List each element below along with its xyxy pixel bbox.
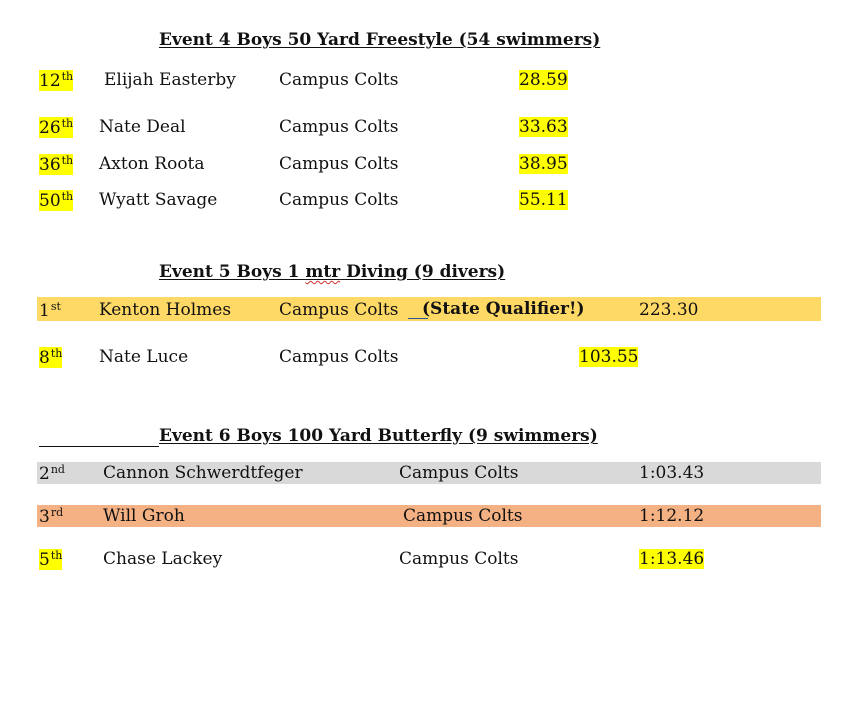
event-6-title: Event 6 Boys 100 Yard Butterfly (9 swimmers) (159, 426, 598, 446)
leading-underline (39, 446, 159, 447)
spellcheck-word: mtr (305, 262, 341, 282)
team-name: Campus Colts (403, 506, 523, 526)
result-time: 1:03.43 (639, 463, 705, 483)
place-badge: 2nd (39, 463, 65, 484)
place-badge: 5th (39, 549, 63, 570)
swimmer-name: Will Groh (103, 506, 185, 526)
dive-score: 223.30 (639, 300, 699, 320)
team-name: Campus Colts (279, 190, 399, 210)
team-name: Campus Colts (399, 549, 519, 569)
place-badge: 1st (39, 300, 61, 321)
place-badge: 50th (39, 190, 74, 211)
place-badge: 3rd (39, 506, 64, 527)
team-name: Campus Colts (279, 117, 399, 137)
result-time: 1:13.46 (639, 549, 705, 569)
team-name: Campus Colts (399, 463, 519, 483)
state-qualifier-note: (State Qualifier!) (422, 299, 585, 319)
team-name: Campus Colts (279, 70, 399, 90)
result-time: 33.63 (519, 117, 568, 137)
diver-name: Nate Luce (99, 347, 189, 367)
place-badge: 26th (39, 117, 74, 138)
team-name: Campus Colts (279, 347, 399, 367)
event-4-title: Event 4 Boys 50 Yard Freestyle (54 swimmers) (159, 30, 601, 50)
diver-name: Kenton Holmes (99, 300, 232, 320)
place-badge: 12th (39, 70, 74, 91)
team-name: Campus Colts (279, 300, 399, 320)
swimmer-name: Wyatt Savage (99, 190, 218, 210)
swimmer-name: Nate Deal (99, 117, 186, 137)
event-5-title: Event 5 Boys 1 mtr Diving (9 divers) (159, 262, 506, 282)
swimmer-name: Chase Lackey (103, 549, 223, 569)
dive-score: 103.55 (579, 347, 639, 367)
team-name: Campus Colts (279, 154, 399, 174)
result-time: 28.59 (519, 70, 568, 90)
result-time: 1:12.12 (639, 506, 705, 526)
result-time: 55.11 (519, 190, 568, 210)
swimmer-name: Axton Roota (99, 154, 205, 174)
swimmer-name: Elijah Easterby (104, 70, 236, 90)
swimmer-name: Cannon Schwerdtfeger (103, 463, 303, 483)
place-badge: 36th (39, 154, 74, 175)
result-time: 38.95 (519, 154, 568, 174)
place-badge: 8th (39, 347, 63, 368)
